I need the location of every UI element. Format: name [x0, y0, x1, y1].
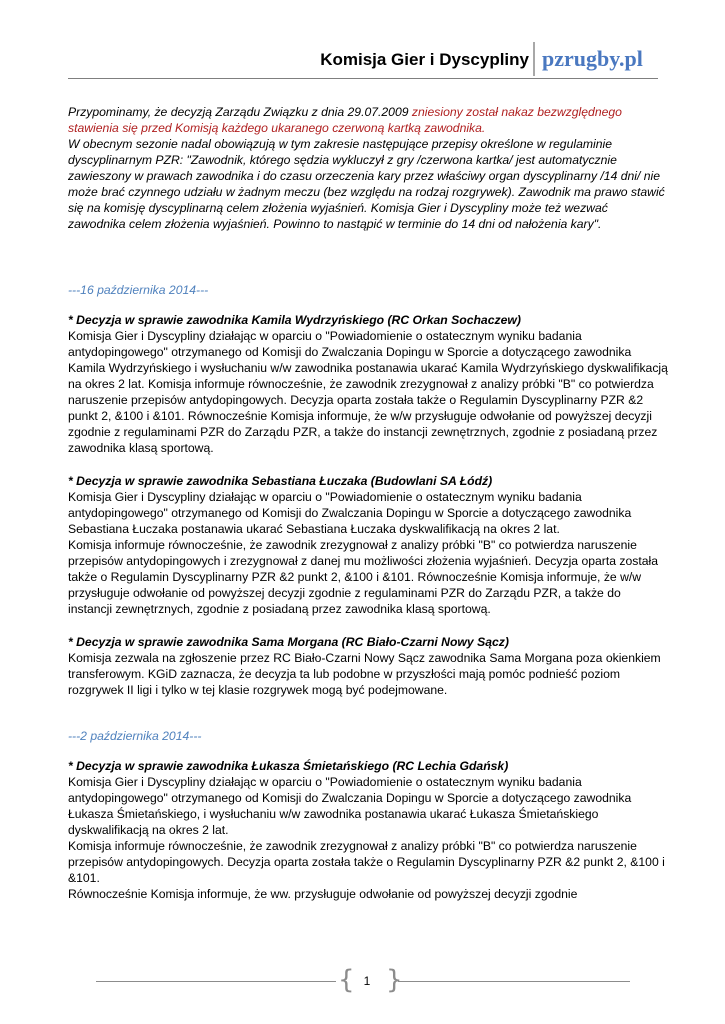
- decision-title: * Decyzja w sprawie zawodnika Sebastiana Łuczaka (Budowlani SA Łódź): [68, 474, 493, 488]
- decision-text: Komisja informuje równocześnie, że zawodnik zrezygnował z analizy próbki "B" co potwierdza naruszenie przepisów antydopingowych i zrezygnował z danej mu możliwości złożenia wyjaśnień. Decyzja oparta została także o Regulamin Dyscyplinarny PZR &2 punkt 2, &100 i &101. Równocześnie Komisja informuje, że w/w przysługuje odwołanie od powyższej decyzji zgodnie z regulaminami PZR do Zarządu PZR, a także do instancji zewnętrznych, zgodnie z posiadaną przez zawodnika klasą sportową.: [68, 538, 659, 616]
- decision-item: [68, 634, 668, 698]
- intro-paragraph: [68, 104, 668, 232]
- document-body: [68, 104, 668, 919]
- header-rule: [68, 78, 658, 79]
- decision-title: * Decyzja w sprawie zawodnika Kamila Wydrzyńskiego (RC Orkan Sochaczew): [68, 313, 521, 327]
- page-footer: [0, 965, 725, 999]
- intro-rules-text: W obecnym sezonie nadal obowiązują w tym zakresie następujące przepisy określone w regulaminie dyscyplinarnym PZR: "Zawodnik, którego sędzia wykluczył z gry /czerwona kartka/ jest automatycznie zawieszony w prawach zawodnika i do czasu orzeczenia kary przez właściwy organ dyscyplinarny /14 dni/ nie może brać czynnego udziału w żadnym meczu (bez względu na rodzaj rozgrywek). Zawodnik ma prawo stawić się na komisję dyscyplinarną celem złożenia wyjaśnień. Komisja Gier i Dyscypliny może też wezwać zawodnika celem złożenia wyjaśnień. Powinno to nastąpić w terminie do 14 dni od nałożenia kary".: [68, 137, 665, 231]
- decision-item: [68, 312, 668, 456]
- intro-text: Przypominamy, że decyzją Zarządu Związku z dnia 29.07.2009: [68, 105, 412, 119]
- intro-highlight: zniesiony został nakaz bezwzględnego stawienia się przed Komisją każdego ukaranego czerwoną kartką zawodnika.: [68, 105, 622, 135]
- left-bracket-icon: {: [338, 965, 355, 995]
- right-bracket-icon: }: [386, 965, 403, 995]
- decision-title: * Decyzja w sprawie zawodnika Łukasza Śmietańskiego (RC Lechia Gdańsk): [68, 759, 509, 773]
- decision-text: Komisja Gier i Dyscypliny działając w oparciu o "Powiadomienie o ostatecznym wyniku badania antydopingowego" otrzymanego od Komisji do Zwalczania Dopingu w Sporcie a dotyczącego zawodnika Sebastiana Łuczaka postanawia ukarać Sebastiana Łuczaka dyskwalifikacją na okres 2 lat.: [68, 490, 632, 536]
- decision-text: Komisja Gier i Dyscypliny działając w oparciu o "Powiadomienie o ostatecznym wyniku badania antydopingowego" otrzymanego od Komisji do Zwalczania Dopingu w Sporcie a dotyczącego zawodnika Łukasza Śmietańskiego, i wysłuchaniu w/w zawodnika postanawia ukarać Łukasza Śmietańskiego dyskwalifikacją na okres 2 lat.: [68, 775, 632, 837]
- brand-logo: pzrugby.pl: [542, 46, 643, 71]
- decision-text: Komisja informuje równocześnie, że zawodnik zrezygnował z analizy próbki "B" co potwierdza naruszenie przepisów antydopingowych. Decyzja oparta została także o Regulamin Dyscyplinarny PZR &2 punkt 2, &100 i &101.: [68, 839, 665, 885]
- header-separator: [533, 42, 535, 76]
- footer-rule-left: [96, 981, 336, 982]
- decision-text: Równocześnie Komisja informuje, że ww. przysługuje odwołanie od powyższej decyzji zgodnie: [68, 887, 578, 901]
- decision-title: * Decyzja w sprawie zawodnika Sama Morgana (RC Biało-Czarni Nowy Sącz): [68, 635, 509, 649]
- footer-rule-right: [398, 981, 630, 982]
- page-header: [0, 40, 725, 80]
- header-title: Komisja Gier i Dyscypliny: [320, 50, 529, 69]
- decision-text: Komisja Gier i Dyscypliny działając w oparciu o "Powiadomienie o ostatecznym wyniku badania antydopingowego" otrzymanego od Komisji do Zwalczania Dopingu w Sporcie a dotyczącego zawodnika Kamila Wydrzyńskiego i wysłuchaniu w/w zawodnika postanawia ukarać Kamila Wydrzyńskiego dyskwalifikacją na okres 2 lat. Komisja informuje równocześnie, że zawodnik zrezygnował z analizy próbki "B" co potwierdza naruszenie przepisów antydopingowych. Decyzja oparta została także o Regulamin Dyscyplinarny PZR &2 punkt 2, &100 i &101. Równocześnie Komisja informuje, że w/w przysługuje odwołanie od powyższej decyzji zgodnie z regulaminami PZR do Zarządu PZR, a także do instancji zewnętrznych, zgodnie z posiadaną przez zawodnika klasą sportową.: [68, 329, 668, 455]
- date-heading: ---16 października 2014---: [68, 283, 209, 297]
- decision-item: [68, 473, 668, 617]
- decision-text: Komisja zezwala na zgłoszenie przez RC Biało-Czarni Nowy Sącz zawodnika Sama Morgana poza okienkiem transferowym. KGiD zaznacza, że decyzja ta lub podobne w przyszłości mają pomóc podnieść poziom rozgrywek II ligi i tylko w tej klasie rozgrywek mogą być podejmowane.: [68, 651, 661, 697]
- decision-item: [68, 758, 668, 902]
- page-number: 1: [363, 974, 371, 988]
- date-heading: ---2 października 2014---: [68, 729, 202, 743]
